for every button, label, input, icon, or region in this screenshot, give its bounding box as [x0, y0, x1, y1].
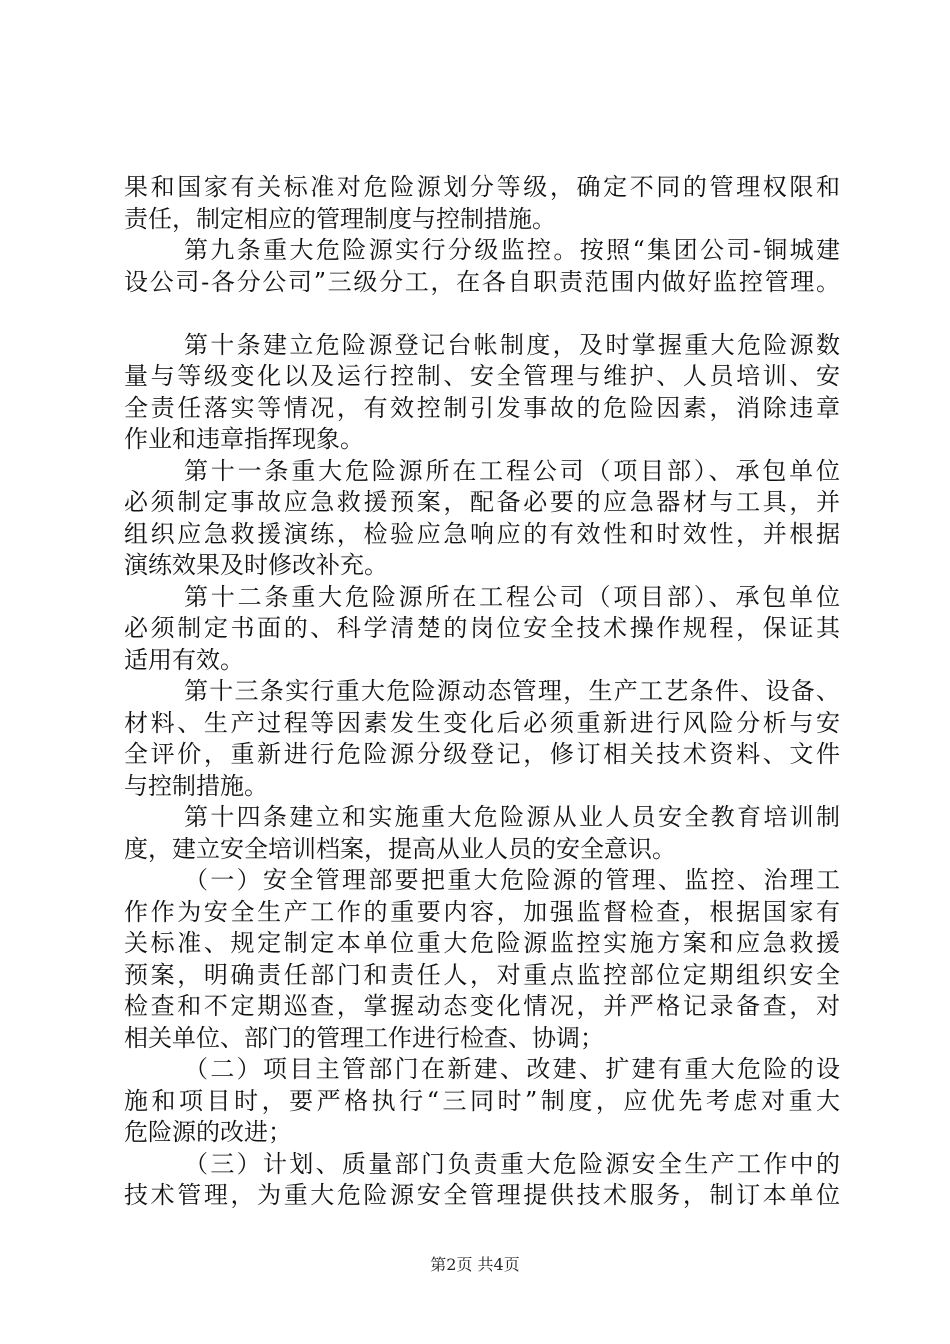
- text-line: 适用有效。: [124, 645, 244, 674]
- text-line: 第十四条建立和实施重大危险源从业人员安全教育培训制: [184, 803, 840, 831]
- document-body: [124, 172, 840, 1212]
- text-line: 全责任落实等情况，有效控制引发事故的危险因素，消除违章: [124, 393, 840, 422]
- text-line: 预案，明确责任部门和责任人，对重点监控部位定期组织安全: [124, 960, 840, 989]
- text-line: 全评价，重新进行危险源分级登记，修订相关技术资料、文件: [124, 740, 840, 768]
- text-line: 技术管理，为重大危险源安全管理提供技术服务，制订本单位: [124, 1181, 840, 1209]
- text-line: 危险源的改进；: [124, 1118, 292, 1146]
- text-line: 果和国家有关标准对危险源划分等级，确定不同的管理权限和: [124, 173, 840, 201]
- text-line: 作业和违章指挥现象。: [124, 425, 364, 453]
- text-line: 相关单位、部门的管理工作进行检查、协调；: [124, 1023, 604, 1052]
- text-line: （二）项目主管部门在新建、改建、扩建有重大危险的设: [184, 1055, 840, 1083]
- text-line: 关标准、规定制定本单位重大危险源监控实施方案和应急救援: [124, 929, 840, 957]
- text-line: 度，建立安全培训档案，提高从业人员的安全意识。: [124, 834, 676, 863]
- text-line: 设公司-各分公司”三级分工，在各自职责范围内做好监控管理。: [124, 267, 840, 296]
- text-line: 第十一条重大危险源所在工程公司（项目部）、承包单位: [184, 456, 840, 485]
- text-line: 责任，制定相应的管理制度与控制措施。: [124, 204, 556, 233]
- text-line: 第十三条实行重大危险源动态管理，生产工艺条件、设备、: [184, 677, 840, 705]
- text-line: （一）安全管理部要把重大危险源的管理、监控、治理工: [184, 866, 840, 894]
- text-line: 必须制定书面的、科学清楚的岗位安全技术操作规程，保证其: [124, 614, 840, 642]
- text-line: 施和项目时，要严格执行“三同时”制度，应优先考虑对重大: [124, 1086, 840, 1115]
- text-line: 作作为安全生产工作的重要内容，加强监督检查，根据国家有: [124, 897, 840, 926]
- text-line: 第十二条重大危险源所在工程公司（项目部）、承包单位: [184, 582, 840, 611]
- text-line: 材料、生产过程等因素发生变化后必须重新进行风险分析与安: [124, 708, 840, 737]
- text-line: 第九条重大危险源实行分级监控。按照“集团公司-铜城建: [184, 236, 840, 264]
- text-line: 第十条建立危险源登记台帐制度，及时掌握重大危险源数: [184, 330, 840, 359]
- text-line: 必须制定事故应急救援预案，配备必要的应急器材与工具，并: [124, 488, 840, 516]
- text-line: 组织应急救援演练，检验应急响应的有效性和时效性，并根据: [124, 519, 840, 548]
- text-line: 演练效果及时修改补充。: [124, 551, 388, 579]
- text-line: 检查和不定期巡查，掌握动态变化情况，并严格记录备查，对: [124, 992, 840, 1020]
- text-line: 量与等级变化以及运行控制、安全管理与维护、人员培训、安: [124, 362, 840, 390]
- page-number: 第2页 共4页: [430, 1255, 520, 1274]
- text-line: （三）计划、质量部门负责重大危险源安全生产工作中的: [184, 1149, 840, 1178]
- text-line: 与控制措施。: [124, 771, 268, 800]
- paragraph-gap: [124, 298, 840, 330]
